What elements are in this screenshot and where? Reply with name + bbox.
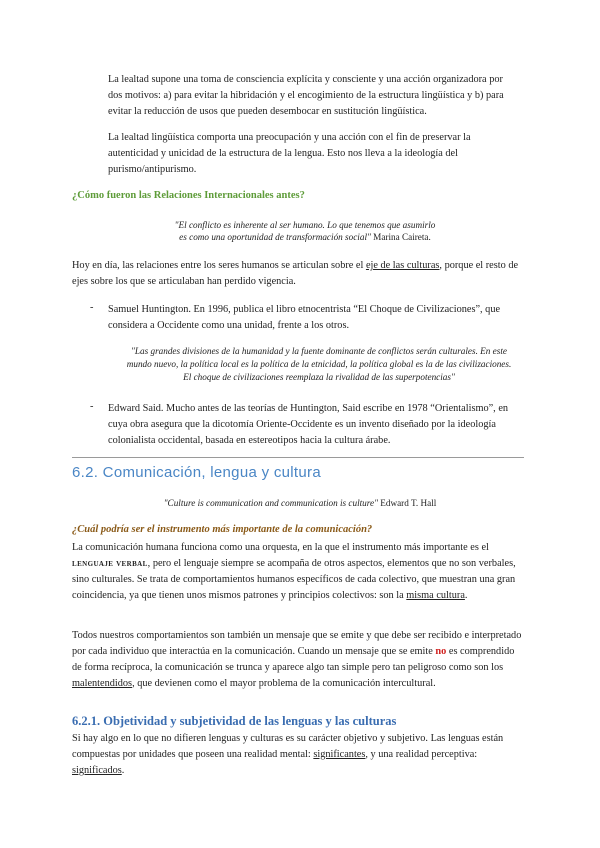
lenguaje-verbal-term: lenguaje verbal <box>72 559 148 569</box>
no-emphasis: no <box>435 646 447 657</box>
p2-text-c: , que devienen como el mayor problema de la comunicación intercultural. <box>132 678 436 689</box>
p1-text-b: , pero el lenguaje siempre se acompaña de otros aspectos, elementos que no son verbales, sino culturales. Se trata de comportamientos humanos específicos de cada colectivo, que muestran una gran coincidencia, ya que tienen unos mismos patrones y principios colectivos: son la <box>72 558 516 601</box>
relaciones-text-before: Hoy en día, las relaciones entre los seres humanos se articulan sobre el <box>72 260 366 271</box>
significantes-term: significantes <box>313 749 366 760</box>
obj-text-c: . <box>121 765 125 776</box>
objetividad-paragraph <box>72 731 522 779</box>
lealtad-paragraph-1: La lealtad supone una toma de consciencia explícita y consciente y una acción organizadora por dos motivos: a) para evitar la hibridación y el encogimiento de la estructura lingüística y b) para evitar la reducción de usos que pueden desembocar en sustitución lingüística. <box>108 74 504 117</box>
caireta-quote-author: Marina Caireta. <box>370 232 431 242</box>
hall-quote-author: Edward T. Hall <box>377 498 437 508</box>
relaciones-text-after: , porque el resto de ejes sobre los que se articulaban han perdido vigencia. <box>72 260 519 287</box>
p1-text-a: La comunicación humana funciona como una orquesta, en la que el instrumento más importante es el <box>72 542 489 553</box>
p2-text-a: Todos nuestros comportamientos son también un mensaje que se emite y que debe ser recibido e interpretado por cada individuo que interactúa en la comunicación. Cuando un mensaje que se emite <box>72 630 522 657</box>
p2-text-b: es comprendido de forma recíproca, la comunicación se trunca y aparece algo tan simple pero tan peligroso como son los <box>72 646 515 673</box>
bullet-dash-2: - <box>90 401 94 412</box>
relaciones-heading: ¿Cómo fueron las Relaciones Internacionales antes? <box>72 190 305 201</box>
caireta-quote-line-2 <box>140 231 470 243</box>
p1-text-c: . <box>464 590 468 601</box>
section-6-2-1-title: 6.2.1. Objetividad y subjetividad de las lenguas y las culturas <box>72 714 397 728</box>
comunicacion-paragraph-2 <box>72 628 522 692</box>
huntington-quote: "Las grandes divisiones de la humanidad y la fuente dominante de conflictos serán culturales. En este mundo nuevo, la política local es la política de la etnicidad, la política global es la de las civilizaciones. El choque de civilizaciones reemplaza la rivalidad de las superpotencias" <box>126 346 512 382</box>
relaciones-paragraph <box>72 258 522 290</box>
caireta-quote-line-1: "El conflicto es inherente al ser humano. Lo que tenemos que asumirlo <box>174 220 436 230</box>
said-bullet: Edward Said. Mucho antes de las teorías de Huntington, Said escribe en 1978 “Orientalismo”, en cuya obra asegura que la dicotomía Oriente-Occidente es un invento diseñado por la ideología colonialista occidental, basada en estereotipos hacia la cultura árabe. <box>108 403 509 446</box>
bullet-dash-1: - <box>90 302 94 313</box>
instrumento-heading: ¿Cuál podría ser el instrumento más importante de la comunicación? <box>72 524 373 535</box>
comunicacion-paragraph-1 <box>72 540 522 604</box>
section-divider <box>72 457 524 458</box>
obj-text-b: , y una realidad perceptiva: <box>365 749 478 760</box>
huntington-bullet: Samuel Huntington. En 1996, publica el libro etnocentrista “El Choque de Civilizaciones”, que considera a Occidente como una unidad, frente a los otros. <box>108 304 501 331</box>
eje-culturas-link[interactable]: eje de las culturas <box>365 260 440 271</box>
hall-quote <box>120 497 480 509</box>
obj-text-a: Si hay algo en lo que no difieren lenguas y culturas es su carácter objetivo y subjetivo. Las lenguas están compuestas por unidades que poseen una realidad mental: <box>72 733 504 760</box>
section-6-2-title: 6.2. Comunicación, lengua y cultura <box>72 464 321 481</box>
malentendidos-term: malentendidos <box>72 678 133 689</box>
significados-term: significados <box>72 765 122 776</box>
caireta-quote <box>140 219 470 243</box>
hall-quote-text: "Culture is communication and communication is culture" <box>163 498 378 508</box>
lealtad-paragraph-2: La lealtad lingüística comporta una preocupación y una acción con el fin de preservar la autenticidad y unicidad de la estructura de la lengua. Esto nos lleva a la ideología del purismo/antipurismo. <box>108 132 471 175</box>
caireta-quote-text: es como una oportunidad de transformación social" <box>179 232 371 242</box>
misma-cultura-term: misma cultura <box>406 590 465 601</box>
